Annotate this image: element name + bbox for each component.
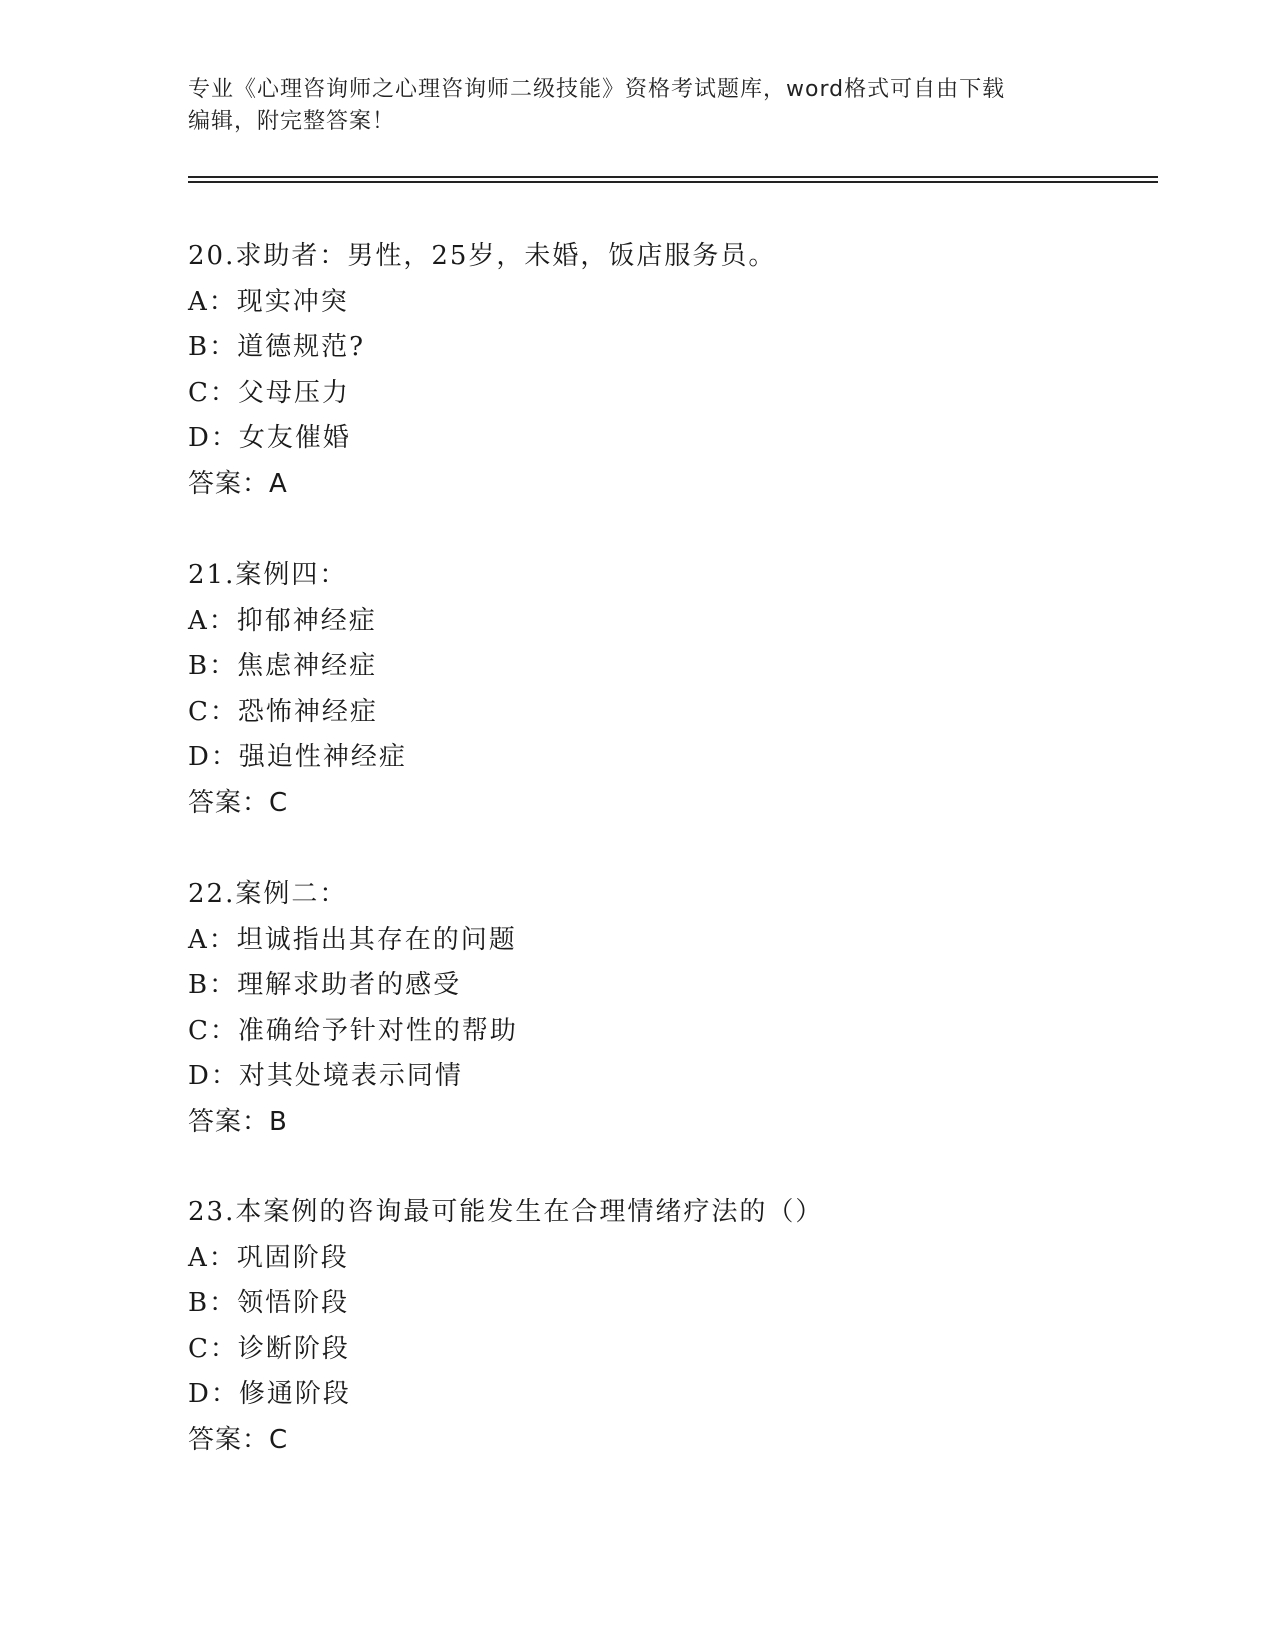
option-d: D：女友催婚: [188, 423, 351, 453]
header-line-1: 专业《心理咨询师之心理咨询师二级技能》资格考试题库，word格式可自由下载: [188, 77, 1006, 102]
answer-line: 答案：B: [188, 1106, 288, 1137]
option-d: D：强迫性神经症: [188, 742, 407, 772]
option-a: A：抑郁神经症: [188, 605, 377, 636]
option-c: C：诊断阶段: [188, 1333, 350, 1364]
option-b: B：领悟阶段: [188, 1288, 350, 1318]
option-a: A：巩固阶段: [188, 1242, 349, 1273]
question-stem: 20.求助者：男性，25岁，未婚，饭店服务员。: [188, 241, 777, 271]
option-d: D：修通阶段: [188, 1379, 351, 1409]
question-stem: 22.案例二：: [188, 879, 348, 909]
question-20: [188, 234, 1148, 507]
option-c: C：父母压力: [188, 377, 350, 408]
answer-line: 答案：C: [188, 787, 289, 818]
question-stem: 23.本案例的咨询最可能发生在合理情绪疗法的（）: [188, 1197, 824, 1227]
option-b: B：道德规范?: [188, 332, 366, 362]
option-b: B：理解求助者的感受: [188, 970, 462, 1000]
answer-line: 答案：C: [188, 1424, 289, 1455]
option-d: D：对其处境表示同情: [188, 1061, 463, 1091]
question-stem: 21.案例四：: [188, 560, 348, 590]
document-header: [188, 74, 1068, 138]
option-b: B：焦虑神经症: [188, 651, 378, 681]
question-21: [188, 553, 1148, 826]
question-22: [188, 872, 1148, 1145]
option-a: A：坦诚指出其存在的问题: [188, 924, 517, 955]
question-23: [188, 1190, 1148, 1463]
header-divider-bottom: [188, 181, 1158, 183]
option-c: C：恐怖神经症: [188, 696, 378, 727]
header-divider-top: [188, 176, 1158, 178]
option-a: A：现实冲突: [188, 286, 349, 317]
answer-line: 答案：A: [188, 468, 288, 499]
option-c: C：准确给予针对性的帮助: [188, 1015, 518, 1046]
header-line-2: 编辑，附完整答案！: [188, 109, 396, 134]
